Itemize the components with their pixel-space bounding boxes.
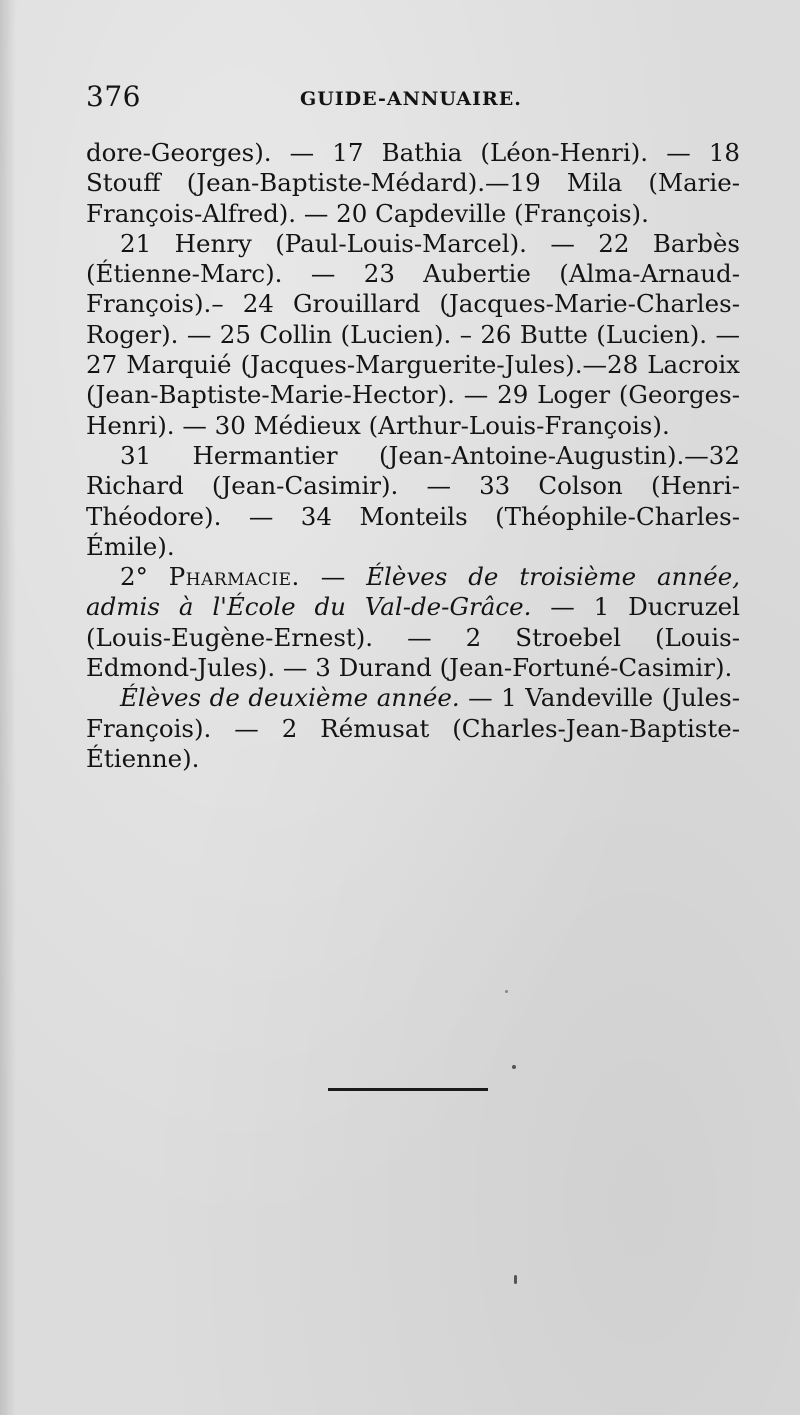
end-rule	[328, 1088, 488, 1091]
section-number: 2°	[120, 562, 148, 592]
paragraph-1: dore-Georges). — 17 Bathia (Léon-Henri). — 18 Stouff (Jean-Baptiste-Médard).—19 Mila (Marie-François-Alfred). — 20 Capdeville (François).	[86, 138, 740, 228]
section-entries: — 1 Ducruzel (Louis-Eugène-Ernest). — 2 Stroebel (Louis-Edmond-Jules). — 3 Durand (Jean-Fortuné-Casimir).	[86, 592, 741, 683]
paper-speck	[505, 990, 508, 993]
paragraph-pharmacie	[86, 562, 740, 683]
second-year-italic-intro: Élèves de deuxième année.	[120, 683, 460, 713]
section-italic-intro: Élèves de troisième année, admis à l'École du Val-de-Grâce.	[86, 562, 740, 622]
paper-speck	[514, 1275, 517, 1284]
paragraph-3: 31 Hermantier (Jean-Antoine-Augustin).—32 Richard (Jean-Casimir). — 33 Colson (Henri-Théodore). — 34 Monteils (Théophile-Charles-Émile).	[86, 440, 740, 561]
section-separator: —	[299, 562, 367, 592]
paragraph-2: 21 Henry (Paul-Louis-Marcel). — 22 Barbès (Étienne-Marc). — 23 Aubertie (Alma-Arnaud-François).– 24 Grouillard (Jacques-Marie-Charles-Roger). — 25 Collin (Lucien). – 26 Butte (Lucien). — 27 Marquié (Jacques-Marguerite-Jules).—28 Lacroix (Jean-Baptiste-Marie-Hector). — 29 Loger (Georges-Henri). — 30 Médieux (Arthur-Louis-François).	[86, 228, 740, 440]
second-year-entries: — 1 Vandeville (Jules-François). — 2 Rémusat (Charles-Jean-Baptiste-Étienne).	[86, 683, 740, 773]
paper-speck	[512, 1065, 516, 1069]
page-number: 376	[86, 80, 141, 113]
running-title: GUIDE-ANNUAIRE.	[300, 88, 522, 110]
paragraph-deuxieme-annee	[86, 683, 740, 774]
page-header	[86, 80, 746, 120]
section-heading: Pharmacie.	[168, 562, 300, 592]
page-edge-shadow	[0, 0, 16, 1415]
body-text	[86, 138, 740, 774]
